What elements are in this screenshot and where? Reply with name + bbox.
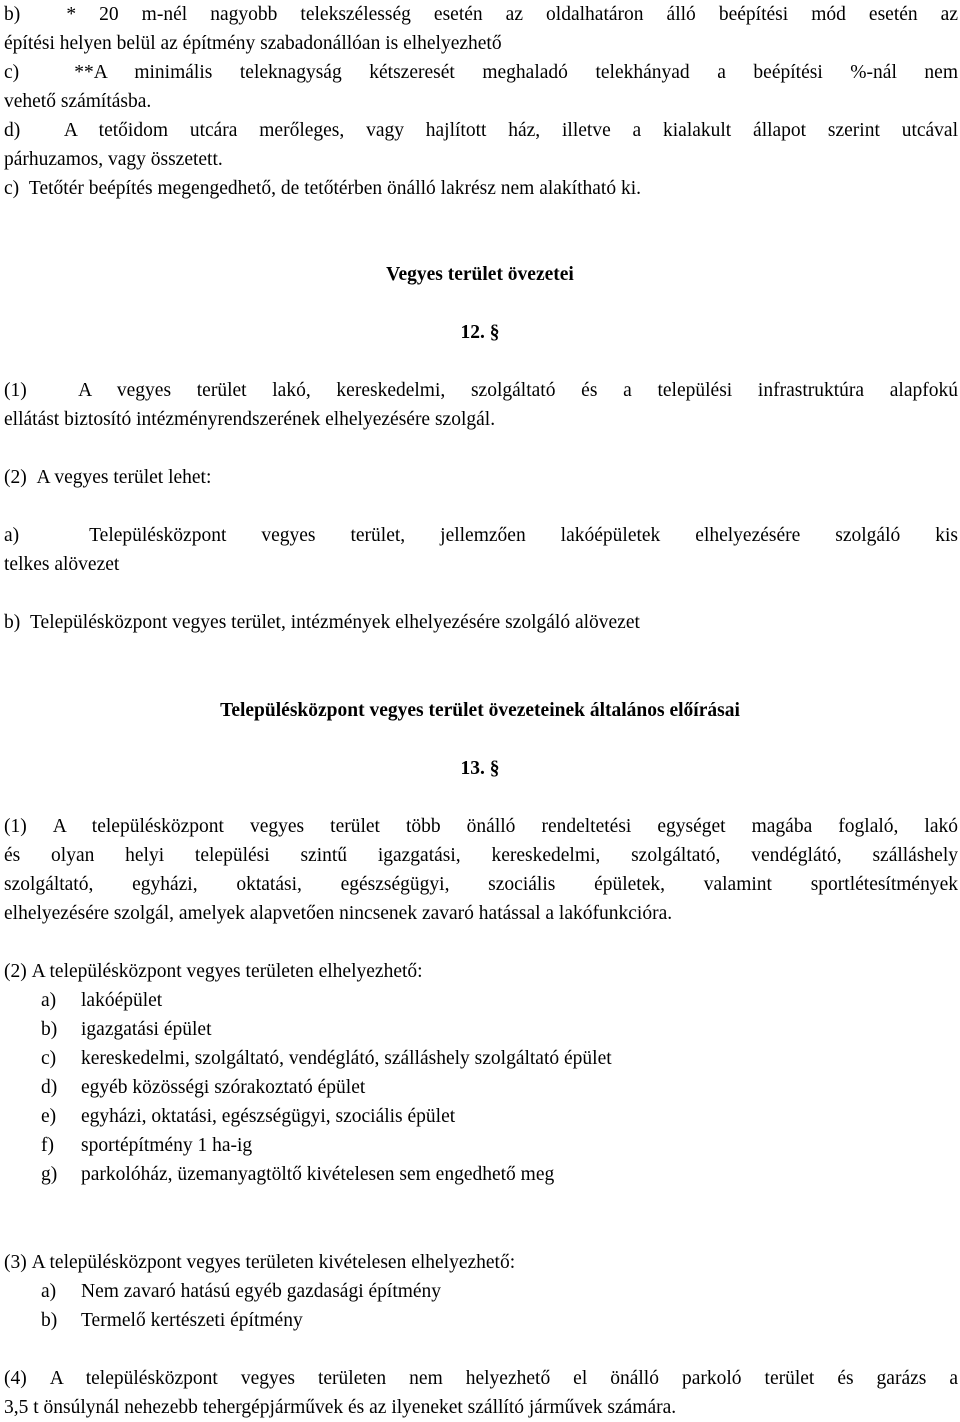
s12-p1-line1: (1) A vegyes terület lakó, kereskedelmi, szolgáltató és a települési infrastruktúra alapfokú	[4, 380, 958, 401]
list-label: a)	[41, 990, 57, 1011]
s13-p3-list-item	[41, 1306, 303, 1335]
s12-item-a-line1: a) Településközpont vegyes terület, jellemzően lakóépületek elhelyezésére szolgáló kis	[4, 525, 958, 546]
note-b-line1: b) * 20 m-nél nagyobb telekszélesség esetén az oldalhatáron álló beépítési mód esetén az	[4, 4, 958, 25]
s13-p1-line4: elhelyezésére szolgál, amelyek alapvetően nincsenek zavaró hatással a lakófunkcióra.	[4, 903, 673, 924]
s12-p1-line2: ellátást biztosító intézményrendszerének elhelyezésére szolgál.	[4, 409, 496, 430]
s13-p2-list-item	[41, 1073, 365, 1102]
list-label: c)	[41, 1048, 57, 1069]
note-c-line1: c) **A minimális teleknagyság kétszeresét meghaladó telekhányad a beépítési %-nál nem	[4, 62, 958, 83]
list-text: egyéb közösségi szórakoztató épület	[81, 1077, 366, 1098]
list-label: e)	[41, 1106, 57, 1127]
note-d-line1: d) A tetőidom utcára merőleges, vagy hajlított ház, illetve a kialakult állapot szerint utcával	[4, 120, 958, 141]
list-text: sportépítmény 1 ha-ig	[81, 1135, 253, 1156]
s13-p1-line2: és olyan helyi települési szintű igazgatási, kereskedelmi, szolgáltató, vendéglátó, szálláshely	[4, 845, 958, 866]
list-text: Nem zavaró hatású egyéb gazdasági építmény	[81, 1281, 442, 1302]
s12-item-b: b) Településközpont vegyes terület, intézmények elhelyezésére szolgáló alövezet	[4, 612, 640, 633]
list-text: igazgatási épület	[81, 1019, 212, 1040]
section-12-title: Vegyes terület övezetei	[386, 264, 574, 285]
s13-p3-list-item	[41, 1277, 441, 1306]
list-label: b)	[41, 1310, 58, 1331]
list-text: Termelő kertészeti építmény	[81, 1310, 303, 1331]
s12-p2: (2) A vegyes terület lehet:	[4, 467, 212, 488]
note-c-line2: vehető számításba.	[4, 91, 152, 112]
list-label: a)	[41, 1281, 57, 1302]
s13-p4-line1: (4) A településközpont vegyes területen nem helyezhető el önálló parkoló terület és garázs a	[4, 1368, 958, 1389]
list-label: d)	[41, 1077, 58, 1098]
s13-p2-list-item	[41, 1015, 211, 1044]
s13-p2-list-item	[41, 1044, 612, 1073]
s13-p2-list-item	[41, 1160, 554, 1189]
list-label: g)	[41, 1164, 58, 1185]
s13-p1-line3: szolgáltató, egyházi, oktatási, egészségügyi, szociális épületek, valamint sportlétesítmények	[4, 874, 958, 895]
list-text: lakóépület	[81, 990, 163, 1011]
s13-p2-list-item	[41, 1131, 252, 1160]
note-d-line2: párhuzamos, vagy összetett.	[4, 149, 223, 170]
list-text: egyházi, oktatási, egészségügyi, szociális épület	[81, 1106, 456, 1127]
section-12-number: 12. §	[460, 322, 500, 343]
s12-item-a-line2: telkes alövezet	[4, 554, 120, 575]
note-c2-line: c) Tetőtér beépítés megengedhető, de tetőtérben önálló lakrész nem alakítható ki.	[4, 178, 642, 199]
list-text: parkolóház, üzemanyagtöltő kivételesen sem engedhető meg	[81, 1164, 555, 1185]
list-text: kereskedelmi, szolgáltató, vendéglátó, szálláshely szolgáltató épület	[81, 1048, 612, 1069]
s13-p2-list-item	[41, 1102, 455, 1131]
s13-p4-line2: 3,5 t önsúlynál nehezebb tehergépjárművek és az ilyeneket szállító járművek számára.	[4, 1397, 677, 1418]
s13-p3: (3) A településközpont vegyes területen kivételesen elhelyezhető:	[4, 1252, 516, 1273]
list-label: f)	[41, 1135, 54, 1156]
s13-p2-list-item	[41, 986, 162, 1015]
list-label: b)	[41, 1019, 58, 1040]
s13-p2: (2) A településközpont vegyes területen elhelyezhető:	[4, 961, 423, 982]
note-b-line2: építési helyen belül az építmény szabadonállóan is elhelyezhető	[4, 33, 502, 54]
section-13-number: 13. §	[460, 758, 500, 779]
section-13-title: Településközpont vegyes terület övezeteinek általános előírásai	[220, 700, 740, 721]
s13-p1-line1: (1) A településközpont vegyes terület több önálló rendeltetési egységet magába foglaló, lakó	[4, 816, 958, 837]
